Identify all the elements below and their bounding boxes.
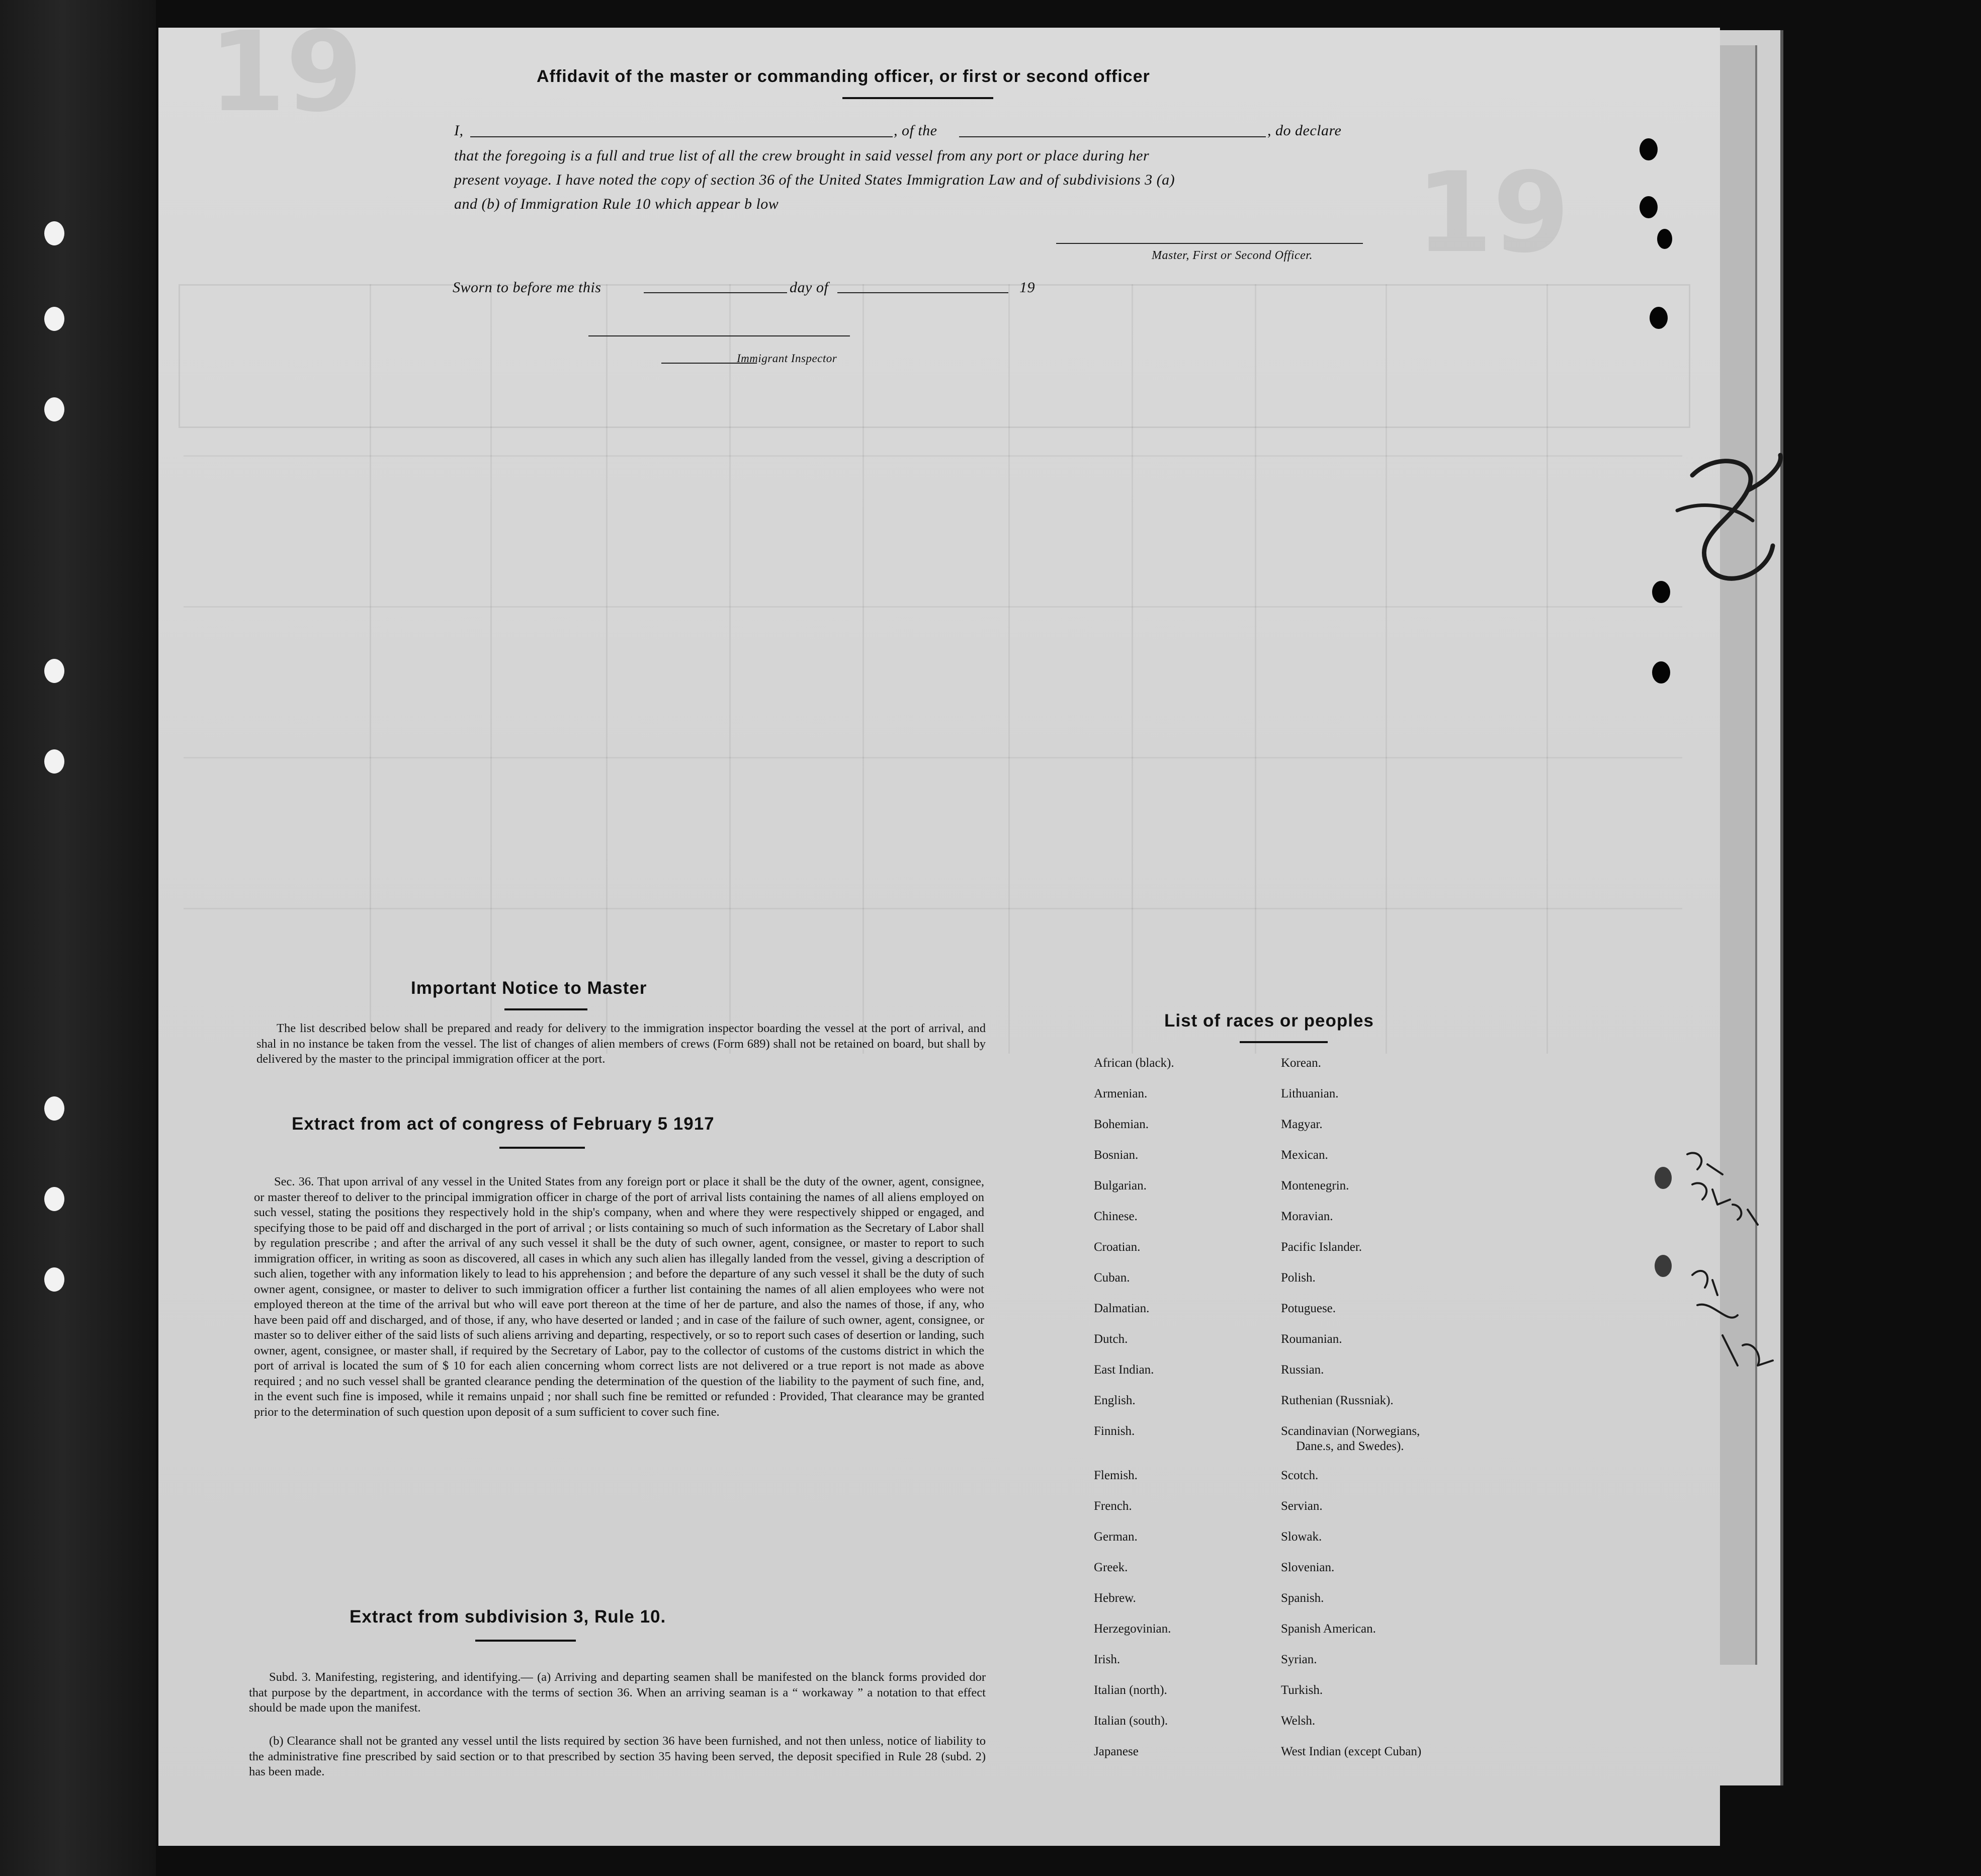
race-item: Scotch.	[1281, 1469, 1319, 1482]
ghost-row	[184, 908, 1682, 909]
race-item: Scandinavian (Norwegians,	[1281, 1424, 1420, 1438]
race-item: Italian (north).	[1094, 1683, 1167, 1697]
punch-hole	[44, 659, 64, 683]
sworn-year: 19	[1019, 279, 1035, 296]
sworn-month-blank	[837, 292, 1008, 293]
race-item: English.	[1094, 1394, 1136, 1407]
race-item: Irish.	[1094, 1653, 1121, 1666]
affidavit-line-1-suffix: , do declare	[1267, 122, 1342, 139]
punch-hole	[44, 221, 64, 245]
punch-hole	[44, 307, 64, 331]
race-item: Potuguese.	[1281, 1302, 1336, 1315]
act-extract-text: Sec. 36. That upon arrival of any vessel in the United States from any foreign port or place it shall be the duty of the owner, agent, consignee, or master thereof to deliver to the principal immigration officer in charge of the port of arrival lists containing the names of all aliens employed on such vessel, stating the positions they respectively hold in the ship's company, when and where they were respectively shipped or engaged, and specifying those to be paid off and discharged in the port of arrival ; or lists containing so much of such information as the Secretary of Labor shall by regulation prescribe ; and after the arrival of any such vessel it shall be the duty of such owner, agent, consignee, or master to report to such immigration officer, in writing as soon as discovered, all cases in which any such alien has illegally landed from the vessel, giving a description of such alien, together with any information likely to lead to his apprehension ; and before the departure of any such vessel it shall be the duty of such owner agent, consignee, or master to deliver to such immigration officer a further list containing the names of all alien employees who were not employed thereon at the time of the arrival but who will eave port thereon at the time of her de parture, and also the names of those, if any, who have been paid off and discharged, and of those, if any, who have deserted or landed ; and in case of the failure of such owner, agent, consignee, or master so to deliver either of the said lists of such aliens arriving and departing, respectively, or so to report such cases of desertion or landing, such owner, agent, consignee, or master shall, if required by the Secretary of Labor, pay to the collector of customs of the customs district in which the port of arrival is located the sum of $ 10 for each alien concerning whom correct lists are not delivered or a true report is not made as above required ; and no such vessel shall be granted clearance pending the determination of the question of the liability to the payment of such fine, and, in the event such fine is imposed, while it remains unpaid ; nor shall such fine be remitted or refunded : Provided, That clearance may be granted prior to the determination of such question upon deposit of a sum sufficient to cover such fine.	[254, 1175, 984, 1419]
races-underline	[1240, 1041, 1328, 1043]
act-underline	[499, 1147, 585, 1149]
rule-extract-text-a: Subd. 3. Manifesting, registering, and identifying.— (a) Arriving and departing seamen shall be manifested on the blanck forms provided dor that purpose by the department, in accordance with the terms of section 36. When an arriving seaman is a “ workaway ” a notation to that effect should be made upon the manifest.	[249, 1670, 986, 1715]
race-item: Slowak.	[1281, 1530, 1322, 1544]
ghost-page-number: 19	[209, 8, 363, 136]
rule-extract-text-b: (b) Clearance shall not be granted any vessel until the lists required by section 36 have been furnished, and not then unless, notice of liability to the administrative fine prescribed by said section or to that prescribed by section 35 having been served, the deposit specified in Rule 28 (subd. 2) has been made.	[249, 1734, 986, 1778]
ghost-column	[1386, 284, 1387, 1054]
ghost-page-number: 19	[1416, 148, 1570, 277]
punch-mark	[1655, 1167, 1672, 1189]
race-item: Chinese.	[1094, 1210, 1138, 1223]
affidavit-line-1-middle: , of the	[894, 122, 937, 139]
sworn-prefix: Sworn to before me this	[453, 279, 601, 296]
signature-blank-line	[1056, 243, 1363, 244]
ghost-column	[370, 284, 371, 1054]
handwritten-annotation	[1677, 1144, 1788, 1426]
inspector-label: Immigrant Inspector	[737, 352, 837, 365]
punch-mark	[1640, 196, 1658, 218]
race-item: Ruthenian (Russniak).	[1281, 1394, 1394, 1407]
ghost-column	[490, 284, 492, 1054]
punch-mark	[1657, 229, 1672, 249]
rule-underline	[475, 1640, 576, 1642]
race-item: Finnish.	[1094, 1424, 1135, 1438]
affidavit-line-2: that the foregoing is a full and true list of all the crew brought in said vessel from any port or place during her	[454, 147, 1150, 164]
notice-text: The list described below shall be prepared and ready for delivery to the immigration inspector boarding the vessel at the port of arrival, and shal in no instance be taken from the vessel. The list of changes of alien members of crews (Form 689) shall not be retained on board, but shall by delivered by the master to the principal immigration officer at the port.	[256, 1021, 986, 1066]
race-item: Bulgarian.	[1094, 1179, 1147, 1192]
race-item: East Indian.	[1094, 1363, 1154, 1377]
race-item: African (black).	[1094, 1056, 1174, 1070]
race-item: Cuban.	[1094, 1271, 1130, 1285]
race-item: Japanese	[1094, 1745, 1139, 1758]
punch-hole	[44, 1096, 64, 1121]
punch-mark	[1652, 581, 1670, 603]
ghost-column	[863, 284, 864, 1054]
affidavit-line-1-prefix: I,	[454, 122, 464, 139]
ghost-row	[184, 757, 1682, 758]
race-item: Hebrew.	[1094, 1591, 1136, 1605]
sworn-middle: day of	[790, 279, 829, 296]
race-item: Polish.	[1281, 1271, 1316, 1285]
punch-hole	[44, 749, 64, 774]
race-item: French.	[1094, 1499, 1132, 1513]
race-item: Pacific Islander.	[1281, 1240, 1362, 1254]
rule-extract-title: Extract from subdivision 3, Rule 10.	[350, 1607, 666, 1627]
affidavit-line-3: present voyage. I have noted the copy of section 36 of the United States Immigration Law and of subdivisions 3 (a)	[454, 172, 1175, 188]
ghost-column	[729, 284, 731, 1054]
ghost-row	[184, 455, 1682, 457]
race-item: Dane.s, and Swedes).	[1296, 1439, 1404, 1453]
ghost-column	[1008, 284, 1010, 1054]
race-item: Servian.	[1281, 1499, 1323, 1513]
race-item: Roumanian.	[1281, 1332, 1342, 1346]
race-item: Bosnian.	[1094, 1148, 1139, 1162]
race-item: Flemish.	[1094, 1469, 1138, 1482]
handwritten-mark	[1672, 445, 1793, 606]
sworn-day-blank	[644, 292, 787, 293]
ghost-column	[606, 284, 608, 1054]
race-item: Korean.	[1281, 1056, 1321, 1070]
race-item: Moravian.	[1281, 1210, 1333, 1223]
race-item: Bohemian.	[1094, 1118, 1149, 1131]
race-item: Spanish American.	[1281, 1622, 1376, 1636]
race-item: German.	[1094, 1530, 1138, 1544]
race-item: Herzegovinian.	[1094, 1622, 1171, 1636]
title-underline	[842, 97, 993, 99]
punch-mark	[1650, 307, 1668, 329]
race-item: Croatian.	[1094, 1240, 1141, 1254]
left-binding-strip	[0, 0, 156, 1876]
name-blank-line	[470, 136, 893, 137]
races-title: List of races or peoples	[1164, 1011, 1374, 1031]
race-item: Mexican.	[1281, 1148, 1328, 1162]
ghost-column	[1255, 284, 1256, 1054]
notice-title: Important Notice to Master	[411, 978, 647, 998]
affidavit-line-4: and (b) of Immigration Rule 10 which appear b low	[454, 196, 779, 212]
race-item: West Indian (except Cuban)	[1281, 1745, 1422, 1758]
race-item: Spanish.	[1281, 1591, 1324, 1605]
race-item: Dalmatian.	[1094, 1302, 1150, 1315]
race-item: Montenegrin.	[1281, 1179, 1349, 1192]
race-item: Russian.	[1281, 1363, 1324, 1377]
ghost-table-header	[179, 284, 1690, 428]
vessel-blank-line	[959, 136, 1266, 137]
act-extract-title: Extract from act of congress of February 5 1917	[292, 1114, 715, 1134]
punch-mark	[1652, 661, 1670, 684]
race-item: Italian (south).	[1094, 1714, 1168, 1728]
race-item: Slovenian.	[1281, 1561, 1335, 1574]
ghost-column	[1132, 284, 1133, 1054]
race-item: Armenian.	[1094, 1087, 1148, 1100]
punch-hole	[44, 397, 64, 421]
race-item: Dutch.	[1094, 1332, 1128, 1346]
race-item: Greek.	[1094, 1561, 1128, 1574]
race-item: Syrian.	[1281, 1653, 1317, 1666]
punch-mark	[1655, 1255, 1672, 1277]
signature-label: Master, First or Second Officer.	[1152, 249, 1313, 262]
document-page	[158, 8, 1720, 1846]
ghost-row	[184, 606, 1682, 608]
notice-underline	[504, 1008, 587, 1010]
ghost-column	[1546, 284, 1548, 1054]
race-item: Magyar.	[1281, 1118, 1323, 1131]
punch-hole	[44, 1267, 64, 1292]
inspector-blank-line	[588, 335, 850, 336]
punch-hole	[44, 1187, 64, 1211]
race-item: Lithuanian.	[1281, 1087, 1339, 1100]
punch-mark	[1640, 138, 1658, 160]
affidavit-title: Affidavit of the master or commanding officer, or first or second officer	[537, 67, 1150, 86]
race-item: Turkish.	[1281, 1683, 1323, 1697]
race-item: Welsh.	[1281, 1714, 1316, 1728]
